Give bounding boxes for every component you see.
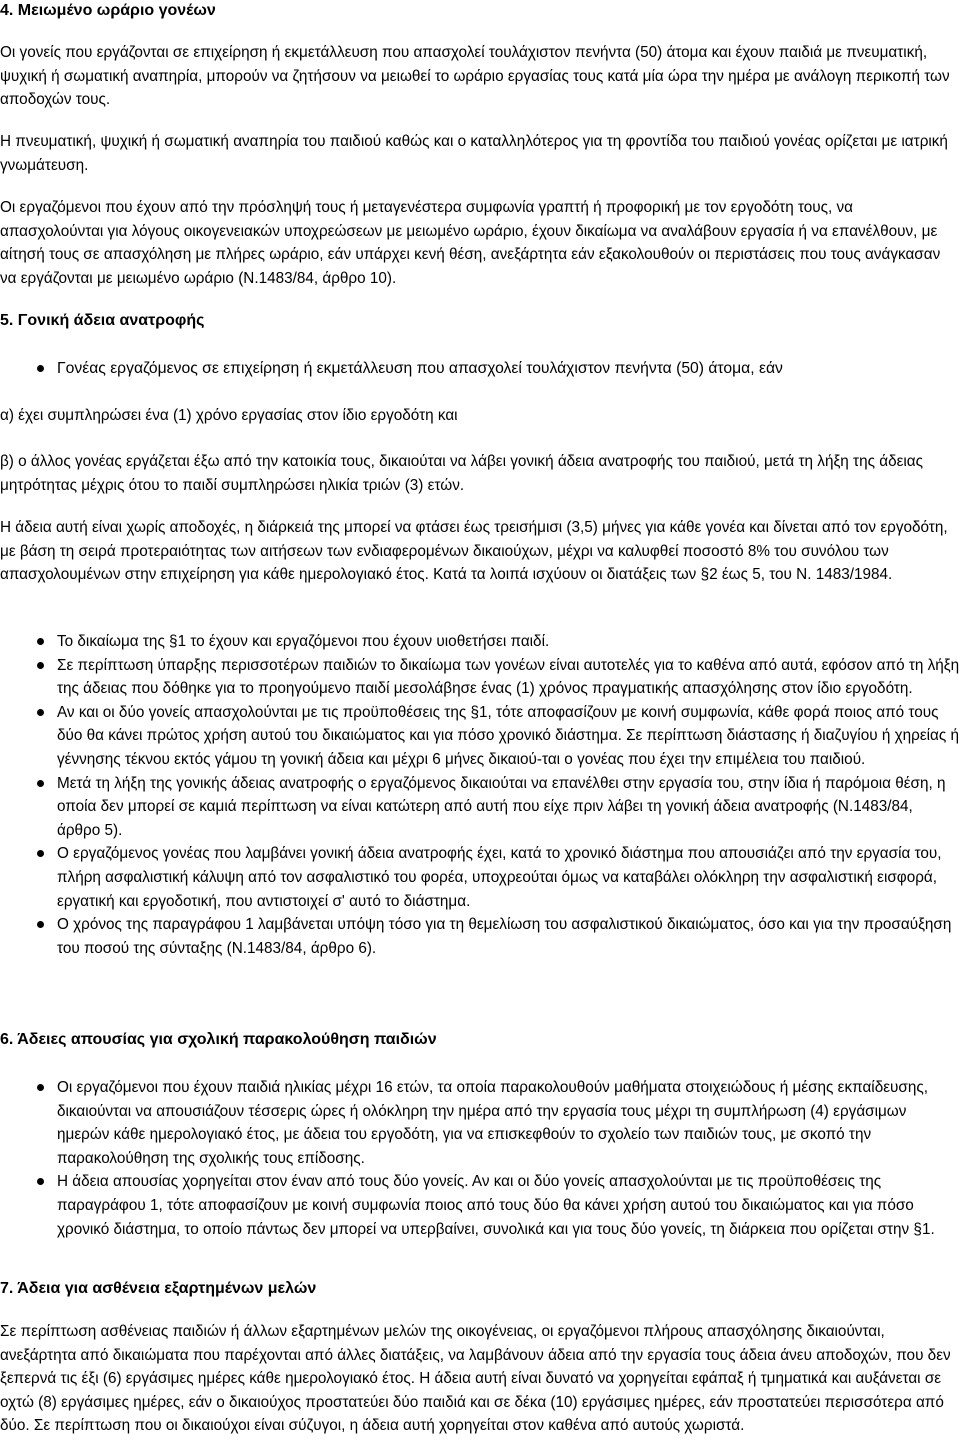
section-4-paragraph-1: Οι γονείς που εργάζονται σε επιχείρηση ή εκμετάλλευση που απασχολεί τουλάχιστον πενήντα (50) άτομα και έχουν παιδιά με πνευματική, ψυχική ή σωματική αναπηρία, μπορούν να ζητήσουν να μειωθεί το ωράριο εργασίας τους κατά μία ώρα την ημέρα με ανάλογη περικοπή των αποδοχών τους. [0, 44, 950, 109]
list-item [0, 654, 960, 701]
list-item [0, 913, 960, 960]
bullet-icon [37, 638, 44, 645]
list-item [0, 1076, 960, 1170]
list-item [0, 701, 960, 772]
bullet-icon [37, 921, 44, 928]
section-7-heading: 7. Άδεια για ασθένεια εξαρτημένων μελών [0, 1280, 317, 1297]
bullet-icon [37, 709, 44, 716]
bullet-icon [37, 850, 44, 857]
list-item-text: Αν και οι δύο γονείς απασχολούνται με τις προϋποθέσεις της §1, τότε αποφασίζουν με κοινή συμφωνία, κάθε φορά ποιος από τους δύο θα κάνει πρώτος χρήση αυτού του δικαιώματος και για πόσο χρονικό διάστημα. Σε περίπτωση διάστασης ή διαζυγίου ή χηρείας ή γέννησης τέκνου εκτός γάμου τη γονική άδεια και μέχρι 6 μήνες δικαιού-ται ο γονέας που έχει την επιμέλεια του παιδιού. [57, 703, 960, 768]
list-item-text: Ο εργαζόμενος γονέας που λαμβάνει γονική άδεια ανατροφής έχει, κατά το χρονικό διάστημα που απουσιάζει από την εργασία του, πλήρη ασφαλιστική κάλυψη από τον ασφαλιστικό του φορέα, υποχρεούται όμως να καταβάλει ολόκληρη την ασφαλιστική εισφορά, εργατική και εργοδοτική, που αντιστοιχεί σ' αυτό το διάστημα. [57, 845, 942, 910]
condition-b: β) ο άλλος γονέας εργάζεται έξω από την κατοικία τους, δικαιούται να λάβει γονική άδεια ανατροφής του παιδιού, μετά τη λήξη της άδειας μητρότητας μέχρις ότου το παιδί συμπληρώσει ηλικία τριών (3) ετών. [0, 453, 924, 494]
list-item-text: Οι εργαζόμενοι που έχουν παιδιά ηλικίας μέχρι 16 ετών, τα οποία παρακολουθούν μαθήματα στοιχειώδους ή μέσης εκπαίδευσης, δικαιούνται να απουσιάζουν τέσσερις ώρες ή ολόκληρη την ημέρα από την εργασία τους μέχρι τη συμπλήρωση (4) εργάσιμων ημερών κάθε ημερολογιακό έτος, με άδεια του εργοδότη, για να επισκεφθούν το σχολείο των παιδιών τους, με σκοπό την παρακολούθηση της σχολικής τους επίδοσης. [57, 1079, 928, 1167]
list-item-text: Σε περίπτωση ύπαρξης περισσοτέρων παιδιών το δικαίωμα των γονέων είναι αυτοτελές για το καθένα από αυτά, εφόσον από τη λήξη της άδειας που δόθηκε για το προηγούμενο παιδί μεσολάβησε ένας (1) χρόνος πραγματικής απασχόλησης στον ίδιο εργοδότη. [57, 656, 960, 698]
section-5-bullet-list [0, 630, 960, 960]
list-item-text: Ο χρόνος της παραγράφου 1 λαμβάνεται υπόψη τόσο για τη θεμελίωση του ασφαλιστικού δικαιώματος, όσο και για την προσαύξηση του ποσού της σύνταξης (Ν.1483/84, άρθρο 6). [57, 916, 952, 957]
section-4-paragraph-2: Η πνευματική, ψυχική ή σωματική αναπηρία του παιδιού καθώς και ο καταλληλότερος για τη φροντίδα του παιδιού γονέας ορίζεται με ιατρική γνωμάτευση. [0, 133, 948, 174]
bullet-icon [37, 780, 44, 787]
section-5-heading: 5. Γονική άδεια ανατροφής [0, 312, 205, 329]
list-item-text: Γονέας εργαζόμενος σε επιχείρηση ή εκμετάλλευση που απασχολεί τουλάχιστον πενήντα (50) άτομα, εάν [57, 360, 783, 377]
section-7-paragraph: Σε περίπτωση ασθένειας παιδιών ή άλλων εξαρτημένων μελών της οικογένειας, οι εργαζόμενοι πλήρους απασχόλησης δικαιούνται, ανεξάρτητα από δικαιώματα που παρέχονται από άλλες διατάξεις, να λαμβάνουν άδεια από την εργασία τους άδεια άνευ αποδοχών, που δεν ξεπερνά τις έξι (6) εργάσιμες ημέρες κάθε ημερολογιακό έτος. Η άδεια αυτή είναι δυνατό να χορηγείται εφάπαξ ή τμηματικά και αυξάνεται σε οχτώ (8) εργάσιμες ημέρες, εάν ο δικαιούχος προστατεύει δύο παιδιά και σε δέκα (10) εργάσιμες ημέρες, εάν προστατεύει περισσότερα από δύο. Σε περίπτωση που οι δικαιούχοι είναι σύζυγοι, η άδεια αυτή χορηγείται στον καθένα από αυτούς χωριστά. [0, 1323, 951, 1435]
section-5-intro-list [0, 357, 960, 381]
bullet-icon [37, 365, 44, 372]
list-item [0, 630, 960, 654]
section-5-unpaid-paragraph: Η άδεια αυτή είναι χωρίς αποδοχές, η διάρκειά της μπορεί να φτάσει έως τρεισήμισι (3,5) μήνες για κάθε γονέα και δίνεται από τον εργοδότη, με βάση τη σειρά προτεραιότητας των αιτήσεων των ενδιαφερομένων δικαιούχων, μέχρι να καλυφθεί ποσοστό 8% του συνόλου των απασχολουμένων στην επιχείρηση για κάθε ημερολογιακό έτος. Κατά τα λοιπά ισχύουν οι διατάξεις των §2 έως 5, του Ν. 1483/1984. [0, 519, 948, 584]
section-6-bullet-list [0, 1076, 960, 1241]
section-4-heading: 4. Μειωμένο ωράριο γονέων [0, 2, 216, 19]
section-6-heading: 6. Άδειες απουσίας για σχολική παρακολούθηση παιδιών [0, 1031, 437, 1048]
bullet-icon [37, 1084, 44, 1091]
list-item-text: Μετά τη λήξη της γονικής άδειας ανατροφής ο εργαζόμενος δικαιούται να επανέλθει στην εργασία του, στην ίδια ή παρόμοια θέση, η οποία δεν μπορεί σε καμιά περίπτωση να είναι κατώτερη από αυτή που είχε πριν λάβει τη γονική άδεια ανατροφής (Ν.1483/84, άρθρο 5). [57, 774, 946, 839]
list-item-text: Η άδεια απουσίας χορηγείται στον έναν από τους δύο γονείς. Αν και οι δύο γονείς απασχολούνται με τις προϋποθέσεις της παραγράφου 1, τότε αποφασίζουν με κοινή συμφωνία ποιος από τους δύο θα κάνει χρήση αυτού του δικαιώματος και για πόσο χρονικό διάστημα, το οποίο πάντως δεν μπορεί να υπερβαίνει, συνολικά και για τους δύο γονείς, τη διάρκεια που ορίζεται στην §1. [57, 1173, 935, 1238]
list-item [0, 772, 960, 843]
bullet-icon [37, 1178, 44, 1185]
list-item [0, 357, 960, 381]
list-item [0, 1170, 960, 1241]
list-item [0, 842, 960, 913]
section-4-paragraph-3: Οι εργαζόμενοι που έχουν από την πρόσληψή τους ή μεταγενέστερα συμφωνία γραπτή ή προφορική με τον εργοδότη τους, να απασχολούνται για λόγους οικογενειακών υποχρεώσεων με μειωμένο ωράριο, έχουν δικαίωμα να αναλάβουν εργασία ή να επανέλθουν, με αίτησή τους σε απασχόληση με πλήρες ωράριο, εάν υπάρχει κενή θέση, ανεξάρτητα εάν εξακολουθούν οι περιστάσεις που τους ανάγκασαν να εργάζονται με μειωμένο ωράριο (Ν.1483/84, άρθρο 10). [0, 199, 941, 287]
bullet-icon [37, 662, 44, 669]
list-item-text: Το δικαίωμα της §1 το έχουν και εργαζόμενοι που έχουν υιοθετήσει παιδί. [57, 633, 550, 650]
condition-a: α) έχει συμπληρώσει ένα (1) χρόνο εργασίας στον ίδιο εργοδότη και [0, 407, 458, 424]
